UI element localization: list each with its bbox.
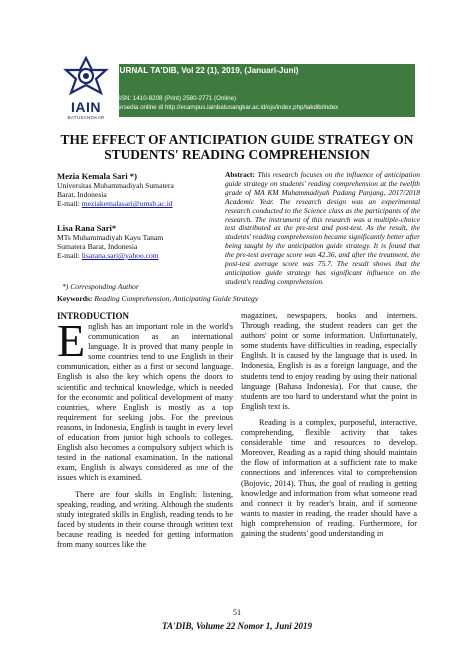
author-list xyxy=(57,171,207,274)
author-entry xyxy=(57,171,207,209)
page-number: 51 xyxy=(232,608,242,617)
author-affiliation: Universitas Muhammadiyah Sumatera xyxy=(57,181,174,190)
journal-title: JURNAL TA'DIB, Vol 22 (1), 2019, (Januari-Juni) xyxy=(115,66,299,75)
abstract xyxy=(225,171,420,287)
body-text xyxy=(241,311,417,539)
paper-title-line-2: STUDENTS' READING COMPREHENSION xyxy=(104,147,370,162)
journal-header xyxy=(57,55,415,125)
iain-logo xyxy=(57,55,115,125)
abstract-text: This research focuses on the influence of anticipation guide strategy on students' reading comprehension at the twelfth grade of MA KM Muhammadiyah Padang Panjang, 2017/2018 Academic Year. The research design was an experimental research conducted to the Science class as the participants of the research. The instrument of this research was a multiple-choice test distributed as the pre-test and post-test. As the result, the students' reading comprehension became significantly better after being taught by the anticipation guide strategy. It is found that the pre-test average score was 42.36, and after the treatment, the post-test average score was 75.7. The result shows that the anticipation guide strategy has significant influence on the student's reading comprehension. xyxy=(225,170,420,286)
author-email-link[interactable]: meziakemalasari@umsb.ac.id xyxy=(81,199,173,209)
keywords-text: Reading Comprehension, Anticipating Guide Strategy xyxy=(92,294,259,303)
paragraph: There are four skills in English: listening, speaking, reading, and writing. Although the students study integrated skills in English, reading tends to be faced by students in their course through written text because reading is needed for getting information from many sources like the xyxy=(57,489,233,549)
author-affiliation: MTs Muhammadiyah Kayu Tanam xyxy=(57,232,164,242)
paper-title-line-1: THE EFFECT OF ANTICIPATION GUIDE STRATEGY ON xyxy=(60,132,414,147)
logo-text: IAIN xyxy=(71,99,101,115)
author-name: Mezia Kemala Sari *) xyxy=(57,171,137,181)
abstract-label: Abstract: xyxy=(225,170,255,179)
email-label: E-mail: xyxy=(57,199,82,209)
corresponding-author-note: *) Corresponding Author xyxy=(62,282,139,291)
section-heading: INTRODUCTION xyxy=(57,311,130,321)
author-name: Lisa Rana Sari* xyxy=(57,222,117,233)
drop-cap: E xyxy=(57,315,86,366)
paragraph: Reading is a complex, purposeful, interactive, comprehending, flexible activity that takes considerable time and resources to develop. Moreover, Reading as a rapid thing should maintain the flow of information at a sufficient rate to make connections and inferences vital to comprehension (Bojovic, 2014). Thus, the goal of reading is getting knowledge and information from what someone read and connect it by reader's brain, and if someone wants to master in reading, the reader should have a high comprehension of reading. Furthermore, for gaining the students' good understanding in xyxy=(241,417,417,538)
paper-title xyxy=(40,132,434,162)
keywords-label: Keywords: xyxy=(57,294,93,303)
author-affiliation: Sumatera Barat, Indonesia xyxy=(57,241,138,251)
paragraph: magazines, newspapers, books and internets. Through reading, the student readers can get the authors' point or some information. Unfortunately, some students have difficulties in reading, especially English. It is caused by the language that is used. In Indonesia, English is as a foreign language, and the students tend to enjoy reading by using their national language (Bahasa Indonesia). For that cause, the students are too hard to understand what the point in English text is. xyxy=(241,311,417,411)
logo-subtext: BATUSANGKAR xyxy=(67,115,105,120)
email-label: E-mail: xyxy=(57,251,82,261)
author-email-row xyxy=(57,251,207,260)
journal-url[interactable]: Tersedia online di http://ecampus.iainbatusangkar.ac.id/ojs/index.php/takdib/index xyxy=(115,104,339,111)
journal-citation-footer: TA'DIB, Volume 22 Nomor 1, Juni 2019 xyxy=(161,621,313,631)
author-entry xyxy=(57,223,207,261)
body-column-left xyxy=(57,311,233,550)
institution-emblem-icon xyxy=(57,55,115,101)
author-email-row xyxy=(57,199,207,208)
paragraph-text: nglish has an important role in the world's communication as an international language. It is proved that many people in some countries tend to use English in their communication, either as a first or second language. English is also the key which opens the doors to scientific and technical knowledge, which is needed for the economic and political development of many countries, where English is mostly as a top requirement for seeking jobs. For the previous reasons, in Indonesia, English is taught in every level of education from junior high schools to colleges. English also becomes a compulsory subject which is tested in the national examination. In the national exam, English is always considered as one of the issues which is examined. xyxy=(57,322,233,483)
keywords xyxy=(57,294,258,303)
body-column-right xyxy=(241,311,417,539)
author-affiliation: Barat, Indonesia xyxy=(57,190,107,200)
journal-issn: ISSN: 1410-8208 (Print) 2580-2771 (Online) xyxy=(115,95,237,102)
author-email-link[interactable]: lisarana.sari@yahoo.com xyxy=(81,251,159,261)
